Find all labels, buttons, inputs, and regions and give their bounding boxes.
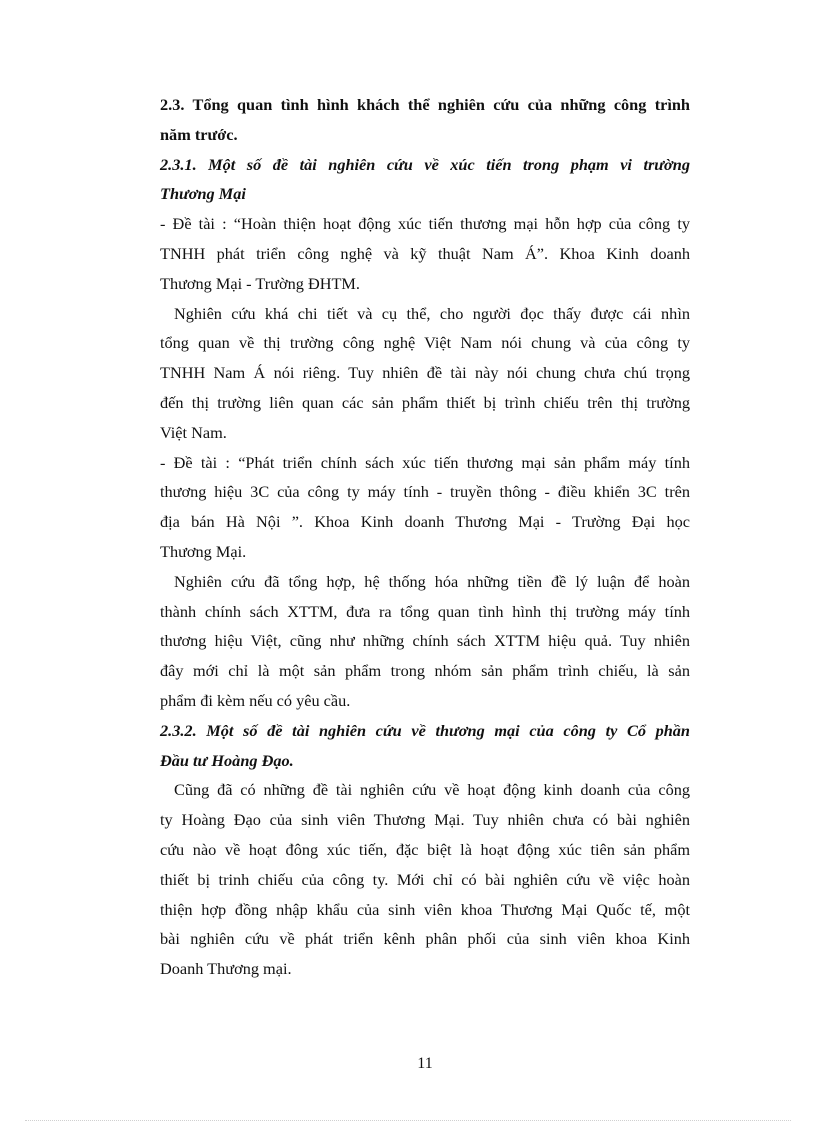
paragraph-line: Cũng đã có những đề tài nghiên cứu về hoạt động kinh doanh của công (174, 780, 690, 800)
topic-2-review-paragraph (160, 567, 690, 716)
heading-line: 2.3. Tổng quan tình hình khách thể nghiên cứu của những công trình (160, 95, 690, 114)
paragraph-line: phẩm đi kèm nếu có yêu cầu. (160, 690, 351, 710)
paragraph-line: TNHH Nam Á nói riêng. Tuy nhiên đề tài này nói chung chưa chú trọng (160, 363, 690, 383)
paragraph-line: - Đề tài : “Hoàn thiện hoạt động xúc tiến thương mại hỗn hợp của công ty (160, 214, 690, 234)
paragraph-line: TNHH phát triển công nghệ và kỹ thuật Nam Á”. Khoa Kinh doanh (160, 243, 690, 263)
heading-line: năm trước. (160, 124, 238, 144)
paragraph-line: ty Hoàng Đạo của sinh viên Thương Mại. Tuy nhiên chưa có bài nghiên (160, 810, 690, 830)
paragraph-line: Nghiên cứu khá chi tiết và cụ thể, cho người đọc thấy được cái nhìn (174, 303, 690, 323)
paragraph-line: Việt Nam. (160, 422, 227, 442)
topic-2-paragraph (160, 448, 690, 567)
paragraph-line: - Đề tài : “Phát triển chính sách xúc tiến thương mại sản phẩm máy tính (160, 452, 690, 472)
paragraph-line: Thương Mại - Trường ĐHTM. (160, 273, 360, 293)
section-2-3-2-paragraph (160, 775, 690, 984)
paragraph-line: thương hiệu Việt, cũng như những chính sách XTTM hiệu quả. Tuy nhiên (160, 631, 690, 651)
paragraph-line: cứu nào về hoạt đông xúc tiến, đặc biệt là hoạt động xúc tiên sản phẩm (160, 839, 690, 859)
topic-1-review-paragraph (160, 299, 690, 448)
section-2-3-2-heading (160, 716, 690, 776)
heading-line: 2.3.2. Một số đề tài nghiên cứu về thương mại của công ty Cổ phần (160, 720, 690, 740)
topic-1-paragraph (160, 209, 690, 298)
paragraph-line: thương hiệu 3C của công ty máy tính - truyền thông - điều khiển 3C trên (160, 482, 690, 502)
paragraph-line: Nghiên cứu đã tổng hợp, hệ thống hóa những tiền đề lý luận để hoàn (174, 571, 690, 591)
heading-line: 2.3.1. Một số đề tài nghiên cứu về xúc tiến trong phạm vi trường (160, 154, 690, 174)
paragraph-line: bài nghiên cứu về phát triển kênh phân phối của sinh viên khoa Kinh (160, 929, 690, 949)
paragraph-line: thiện hợp đồng nhập khẩu của sinh viên khoa Thương Mại Quốc tế, một (160, 899, 690, 919)
document-body (160, 90, 690, 984)
section-2-3-1-heading (160, 150, 690, 210)
heading-line: Thương Mại (160, 184, 246, 204)
paragraph-line: thành chính sách XTTM, đưa ra tổng quan tình hình thị trường máy tính (160, 601, 690, 621)
paragraph-line: đến thị trường liên quan các sản phẩm thiết bị trình chiếu trên thị trường (160, 392, 690, 412)
paragraph-line: thiết bị trinh chiếu của công ty. Mới chỉ có bài nghiên cứu về việc hoàn (160, 869, 690, 889)
heading-line: Đầu tư Hoàng Đạo. (160, 750, 294, 770)
section-2-3-heading (160, 90, 690, 150)
paragraph-line: Doanh Thương mại. (160, 959, 292, 979)
paragraph-line: tổng quan về thị trường công nghệ Việt Nam nói chung và của công ty (160, 333, 690, 353)
page-bottom-divider (25, 1120, 791, 1121)
paragraph-line: địa bán Hà Nội ”. Khoa Kinh doanh Thương Mại - Trường Đại học (160, 512, 690, 532)
page-number: 11 (417, 1055, 433, 1072)
paragraph-line: Thương Mại. (160, 541, 247, 561)
paragraph-line: đây mới chỉ là một sản phẩm trong nhóm sản phẩm trình chiếu, là sản (160, 661, 690, 681)
